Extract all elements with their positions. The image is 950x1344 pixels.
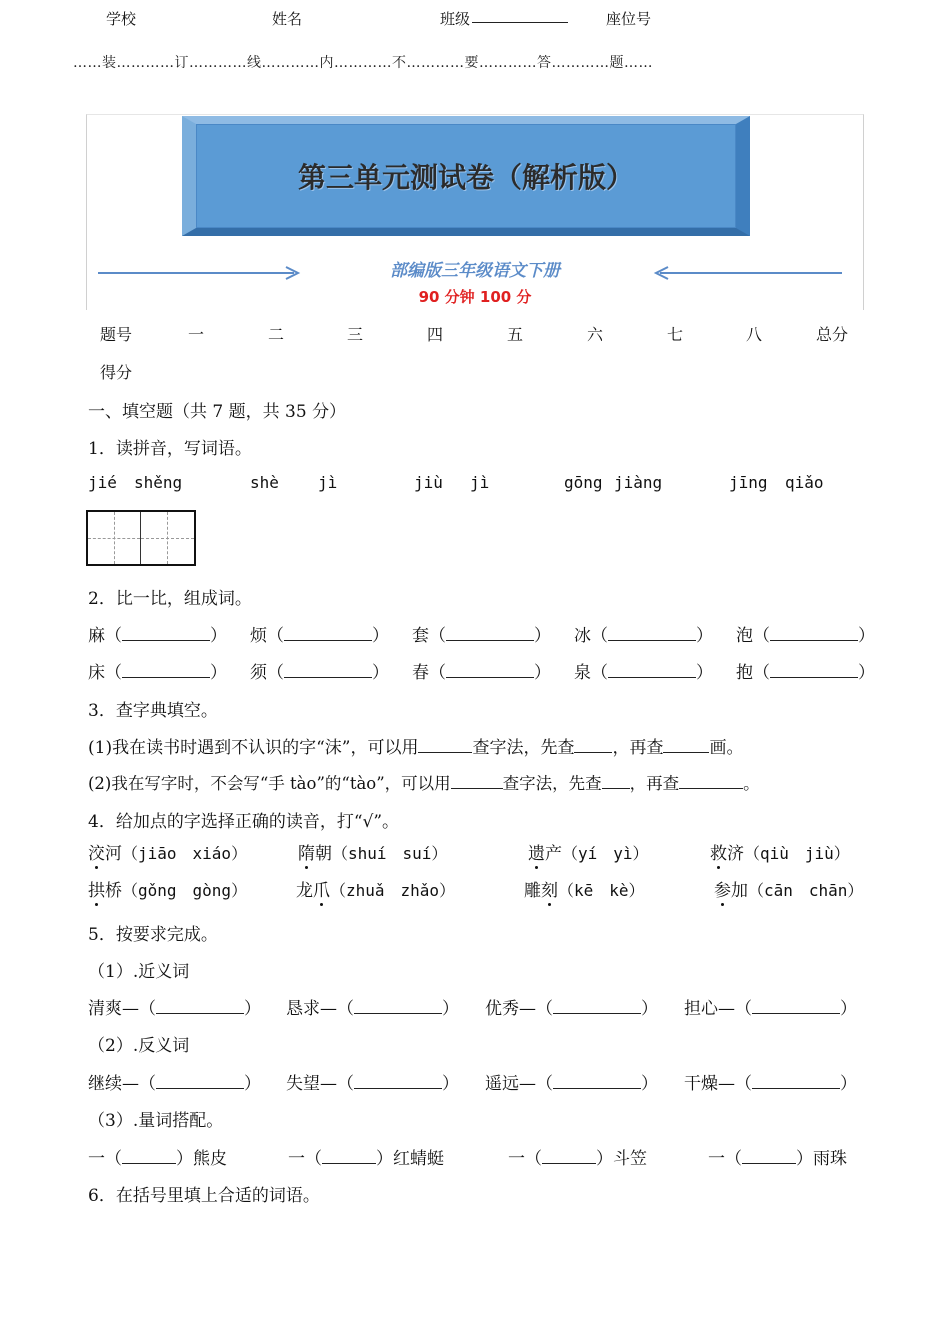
paren-close: ）	[534, 663, 551, 683]
paren-close: ）	[696, 663, 713, 683]
q4-char: 济	[727, 844, 744, 864]
banner-time: 90 分钟 100 分	[418, 288, 532, 306]
answer-blank[interactable]	[608, 662, 696, 678]
paren-close: ）	[210, 626, 227, 646]
antonym-item[interactable]	[684, 1069, 857, 1094]
q3-sentence-2	[88, 770, 760, 794]
q2-row-2	[88, 658, 875, 683]
q4-char: 龙	[296, 881, 313, 901]
banner-title: 第三单元测试卷（解析版）	[196, 124, 736, 228]
q4-item	[296, 876, 455, 901]
paren-close: ）	[840, 999, 857, 1019]
answer-blank[interactable]	[284, 625, 372, 641]
q6-prompt: 6．在括号里填上合适的词语。	[88, 1186, 320, 1206]
paren-close: ）	[442, 1074, 459, 1094]
q5-word: 继续—（	[88, 1074, 156, 1094]
q5-prompt: 5．按要求完成。	[88, 925, 218, 945]
q3-text: (2)我在写字时，不会写“手 tào”的“tào”，可以用	[88, 774, 451, 793]
q3-sentence-1	[88, 733, 743, 758]
writing-grid[interactable]	[86, 510, 196, 566]
dotted-char: 隋	[298, 844, 315, 864]
q2-char: 须（	[250, 663, 284, 683]
answer-blank[interactable]	[752, 1073, 840, 1089]
score-table-header	[100, 322, 860, 346]
answer-blank[interactable]	[542, 1148, 596, 1164]
dotted-char: 爪	[313, 881, 330, 901]
paren-close: ）	[244, 999, 261, 1019]
q5-word: 遥远—（	[485, 1074, 553, 1094]
q2-item[interactable]	[736, 658, 875, 683]
q4-prompt: 4．给加点的字选择正确的读音，打“√”。	[88, 812, 400, 832]
q4-options[interactable]: （gǒng gòng）	[122, 881, 248, 900]
q5-sub2: （2）.反义词	[88, 1036, 190, 1056]
q4-options[interactable]: （shuí suí）	[332, 844, 448, 863]
antonym-item[interactable]	[88, 1069, 261, 1094]
dotted-char: 遗	[528, 844, 545, 864]
q4-char: 河	[105, 844, 122, 864]
q3-text: 画。	[709, 738, 744, 758]
q2-item[interactable]	[250, 658, 389, 683]
q3-text: ，再查	[629, 774, 680, 793]
q5-word: 失望—（	[286, 1074, 354, 1094]
q5-word: 恳求—（	[286, 999, 354, 1019]
answer-blank[interactable]	[752, 998, 840, 1014]
q2-row-1	[88, 621, 875, 646]
q4-options[interactable]: （cān chān）	[748, 881, 864, 900]
class-underline	[472, 8, 568, 23]
answer-blank[interactable]	[446, 625, 534, 641]
name-label: 姓名	[272, 10, 303, 28]
q5-sub3: （3）.量词搭配。	[88, 1111, 224, 1131]
q2-char: 套（	[412, 626, 446, 646]
q4-item	[524, 876, 645, 901]
q3-text: 。	[743, 774, 760, 793]
answer-blank[interactable]	[322, 1148, 376, 1164]
score-col: 二	[268, 325, 285, 344]
q5-word: 担心—（	[684, 999, 752, 1019]
answer-blank[interactable]	[122, 662, 210, 678]
pinyin: jīng	[729, 473, 768, 492]
q2-item[interactable]	[88, 658, 227, 683]
score-col: 五	[507, 325, 524, 344]
q4-item	[714, 876, 863, 901]
q3-text: (1)我在读书时遇到不认识的字“沫”，可以用	[88, 738, 419, 758]
answer-blank[interactable]	[156, 998, 244, 1014]
q5-noun: ）红蜻蜓	[376, 1149, 444, 1169]
answer-blank[interactable]	[602, 773, 630, 789]
q4-row-2	[88, 876, 868, 902]
class-field[interactable]	[440, 8, 470, 29]
q2-item[interactable]	[736, 621, 875, 646]
q4-item	[88, 839, 247, 864]
paren-close: ）	[244, 1074, 261, 1094]
q4-options[interactable]: （jiāo xiáo）	[122, 844, 248, 863]
q4-char: 雕	[524, 881, 541, 901]
paren-close: ）	[641, 999, 658, 1019]
paren-close: ）	[372, 626, 389, 646]
q2-item[interactable]	[88, 621, 227, 646]
q2-char: 泡（	[736, 626, 770, 646]
answer-blank[interactable]	[354, 998, 442, 1014]
answer-blank[interactable]	[156, 1073, 244, 1089]
grid-cell[interactable]	[88, 512, 141, 564]
measure-word-item[interactable]	[708, 1144, 847, 1169]
q2-item[interactable]	[574, 658, 713, 683]
dotted-char: 刻	[541, 881, 558, 901]
q2-char: 泉（	[574, 663, 608, 683]
q2-item[interactable]	[250, 621, 389, 646]
banner-box	[182, 116, 750, 236]
synonym-item[interactable]	[286, 994, 459, 1019]
antonym-item[interactable]	[485, 1069, 658, 1094]
q5-word: 优秀—（	[485, 999, 553, 1019]
score-col: 六	[587, 325, 604, 344]
dotted-char: 救	[710, 844, 727, 864]
dotted-char: 洨	[88, 844, 105, 864]
q4-options[interactable]: （kē kè）	[558, 881, 645, 900]
q2-char: 春（	[412, 663, 446, 683]
score-col: 三	[347, 325, 364, 344]
q4-item	[528, 839, 649, 864]
q4-options[interactable]: （qiù jiù）	[744, 844, 850, 863]
answer-blank[interactable]	[553, 1073, 641, 1089]
q5-word: 一（	[508, 1149, 542, 1169]
exam-header	[0, 8, 950, 30]
q2-item[interactable]	[574, 621, 713, 646]
answer-blank[interactable]	[770, 625, 858, 641]
q2-char: 麻（	[88, 626, 122, 646]
score-col: 四	[427, 325, 444, 344]
q2-char: 冰（	[574, 626, 608, 646]
q1-pinyin-row	[88, 473, 868, 495]
paren-close: ）	[641, 1074, 658, 1094]
q5-antonym-row	[88, 1069, 868, 1093]
section-heading: 一、填空题（共 7 题，共 35 分）	[88, 402, 347, 422]
paren-close: ）	[858, 626, 875, 646]
seat-label: 座位号	[606, 10, 652, 28]
pinyin: gōng	[564, 473, 603, 492]
q5-word: 清爽—（	[88, 999, 156, 1019]
q4-row-1	[88, 839, 868, 865]
pinyin: qiǎo	[785, 473, 824, 492]
q4-char: 桥	[105, 881, 122, 901]
answer-blank[interactable]	[122, 625, 210, 641]
q5-word: 一（	[88, 1149, 122, 1169]
antonym-item[interactable]	[286, 1069, 459, 1094]
q5-word: 一（	[708, 1149, 742, 1169]
score-col: 八	[746, 325, 763, 344]
q5-sub1: （1）.近义词	[88, 962, 190, 982]
dotted-char: 参	[714, 881, 731, 901]
measure-word-item[interactable]	[288, 1144, 444, 1169]
pinyin: jié	[88, 473, 117, 492]
answer-blank[interactable]	[446, 662, 534, 678]
score-col-total: 总分	[816, 325, 849, 344]
q4-char: 加	[731, 881, 748, 901]
answer-blank[interactable]	[354, 1073, 442, 1089]
q2-char: 烦（	[250, 626, 284, 646]
answer-blank[interactable]	[553, 998, 641, 1014]
grid-cell[interactable]	[141, 512, 194, 564]
q5-word: 一（	[288, 1149, 322, 1169]
binding-line: ……装…………订…………线…………内…………不…………要…………答…………题……	[73, 55, 653, 71]
q1-prompt: 1．读拼音，写词语。	[88, 439, 252, 459]
score-col: 七	[667, 325, 684, 344]
q4-char: 朝	[315, 844, 332, 864]
q3-text: ，再查	[612, 738, 664, 758]
answer-blank[interactable]	[122, 1148, 176, 1164]
pinyin: shè	[250, 473, 279, 492]
paren-close: ）	[210, 663, 227, 683]
pinyin: jì	[470, 473, 490, 492]
score-row-label: 得分	[100, 363, 133, 382]
paren-close: ）	[442, 999, 459, 1019]
q5-noun: ）斗笠	[596, 1149, 647, 1169]
class-label: 班级	[440, 10, 471, 28]
banner-subtitle: 部编版三年级语文下册	[390, 261, 560, 281]
answer-blank[interactable]	[574, 737, 612, 753]
measure-word-item[interactable]	[508, 1144, 647, 1169]
answer-blank[interactable]	[451, 773, 503, 789]
q4-options[interactable]: （yí yì）	[562, 844, 649, 863]
pinyin: shěng	[134, 473, 183, 492]
synonym-item[interactable]	[485, 994, 658, 1019]
q2-item[interactable]	[412, 658, 551, 683]
synonym-item[interactable]	[88, 994, 261, 1019]
pinyin: jiù	[414, 473, 443, 492]
q4-char: 产	[545, 844, 562, 864]
q2-char: 抱（	[736, 663, 770, 683]
q2-char: 床（	[88, 663, 122, 683]
paren-close: ）	[696, 626, 713, 646]
score-col: 一	[188, 325, 205, 344]
score-col-label: 题号	[100, 325, 133, 344]
q3-text: 查字法，先查	[472, 738, 575, 758]
school-label: 学校	[106, 10, 137, 28]
q2-prompt: 2．比一比，组成词。	[88, 589, 252, 609]
q5-word: 干燥—（	[684, 1074, 752, 1094]
q4-item	[88, 876, 247, 901]
q3-text: 查字法，先查	[502, 774, 602, 793]
q4-item	[710, 839, 850, 864]
q4-item	[298, 839, 447, 864]
answer-blank[interactable]	[770, 662, 858, 678]
synonym-item[interactable]	[684, 994, 857, 1019]
paren-close: ）	[858, 663, 875, 683]
answer-blank[interactable]	[679, 773, 743, 789]
score-table-row[interactable]	[100, 360, 860, 384]
q4-options[interactable]: （zhuǎ zhǎo）	[330, 881, 456, 900]
measure-word-item[interactable]	[88, 1144, 227, 1169]
q5-synonym-row	[88, 994, 868, 1018]
pinyin: jì	[318, 473, 338, 492]
pinyin: jiàng	[614, 473, 663, 492]
answer-blank[interactable]	[663, 737, 709, 753]
paren-close: ）	[372, 663, 389, 683]
q5-measure-word-row	[88, 1144, 868, 1168]
q3-prompt: 3．查字典填空。	[88, 701, 218, 721]
q2-item[interactable]	[412, 621, 551, 646]
answer-blank[interactable]	[742, 1148, 796, 1164]
dotted-char: 拱	[88, 881, 105, 901]
answer-blank[interactable]	[284, 662, 372, 678]
answer-blank[interactable]	[608, 625, 696, 641]
answer-blank[interactable]	[418, 737, 472, 753]
q5-noun: ）雨珠	[796, 1149, 847, 1169]
paren-close: ）	[840, 1074, 857, 1094]
q5-noun: ）熊皮	[176, 1149, 227, 1169]
paren-close: ）	[534, 626, 551, 646]
